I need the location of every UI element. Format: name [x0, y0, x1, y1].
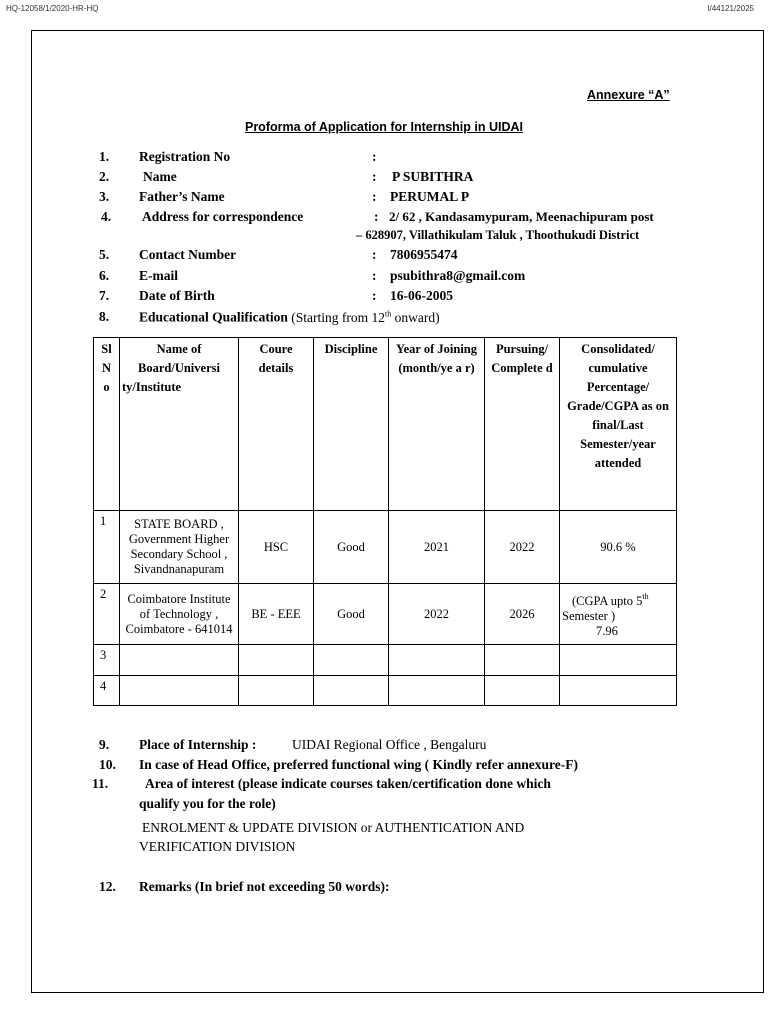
- field-colon: :: [372, 268, 377, 283]
- annexure-label: Annexure “A”: [587, 88, 670, 102]
- suffix-sup: th: [385, 309, 392, 318]
- education-label: Educational Qualification: [139, 309, 288, 325]
- field-number: 7.: [99, 288, 110, 303]
- row-score: [560, 676, 677, 706]
- row-discipline: Good: [314, 511, 389, 584]
- row-sl: 3: [94, 645, 120, 676]
- field-number: 2.: [99, 169, 110, 184]
- field-colon: :: [372, 288, 377, 303]
- row-pursuing: [485, 676, 560, 706]
- field-value-address-line2: – 628907, Villathikulam Taluk , Thoothukudi District: [356, 228, 640, 242]
- field-number: 1.: [99, 149, 110, 164]
- header-sl-no: Sl N o: [94, 338, 120, 511]
- field-colon: :: [372, 149, 377, 164]
- row-institute: Coimbatore Institute of Technology , Coimbatore - 641014: [120, 584, 239, 645]
- field-colon: :: [372, 189, 377, 204]
- row-year: 2021: [389, 511, 485, 584]
- field-label-area-line2: qualify you for the role): [139, 796, 276, 811]
- row-course: HSC: [239, 511, 314, 584]
- area-value-line2: VERIFICATION DIVISION: [139, 839, 296, 854]
- suffix-text: (Starting from 12: [287, 309, 386, 325]
- field-label-area-line1: Area of interest (please indicate courses taken/certification done which: [145, 776, 551, 791]
- header-course: Coure details: [239, 338, 314, 511]
- row-discipline: Good: [314, 584, 389, 645]
- table-row: [94, 584, 677, 645]
- field-colon: :: [372, 169, 377, 184]
- field-value-email: psubithra8@gmail.com: [390, 268, 526, 283]
- row-score: (CGPA upto 5th Semester ) 7.96: [560, 584, 677, 645]
- field-number: 11.: [92, 776, 109, 791]
- field-label-registration: Registration No: [139, 149, 231, 164]
- row-year: [389, 645, 485, 676]
- row-year: 2022: [389, 584, 485, 645]
- field-value-address-line1: 2/ 62 , Kandasamypuram, Meenachipuram post: [389, 209, 654, 224]
- row-course: [239, 676, 314, 706]
- field-label-contact: Contact Number: [139, 247, 237, 262]
- area-value-line1: ENROLMENT & UPDATE DIVISION or AUTHENTICATION AND: [142, 820, 525, 835]
- field-value-contact: 7806955474: [390, 247, 458, 262]
- field-label-name: Name: [143, 169, 177, 184]
- field-number: 6.: [99, 268, 110, 283]
- header-consolidated: Consolidated/ cumulative Percentage/ Grade/CGPA as on final/Last Semester/year attended: [560, 338, 677, 511]
- field-label-education: [139, 309, 440, 326]
- education-label-suffix: [288, 310, 440, 325]
- field-label-address: Address for correspondence: [142, 209, 304, 224]
- row-sl: 1: [94, 511, 120, 584]
- field-value-place: UIDAI Regional Office , Bengaluru: [292, 737, 487, 752]
- field-number: 4.: [101, 209, 112, 224]
- row-institute: [120, 676, 239, 706]
- row-pursuing: [485, 645, 560, 676]
- suffix-text: onward): [391, 309, 440, 325]
- header-reference-right: I/44121/2025: [707, 4, 754, 13]
- table-row: [94, 511, 677, 584]
- table-row: [94, 645, 677, 676]
- row-sl: 2: [94, 584, 120, 645]
- row-score: [560, 645, 677, 676]
- field-label-place: Place of Internship :: [139, 737, 257, 752]
- field-number: 3.: [99, 189, 110, 204]
- row-year: [389, 676, 485, 706]
- row-course: [239, 645, 314, 676]
- header-year: Year of Joining (month/ye a r): [389, 338, 485, 511]
- row-pursuing: 2026: [485, 584, 560, 645]
- row-sl: 4: [94, 676, 120, 706]
- row-institute: STATE BOARD , Government Higher Secondary School , Sivandnanapuram: [120, 511, 239, 584]
- field-number: 12.: [99, 879, 116, 894]
- header-reference-left: HQ-12058/1/2020-HR-HQ: [6, 4, 99, 13]
- row-discipline: [314, 645, 389, 676]
- field-value-name: P SUBITHRA: [392, 169, 474, 184]
- row-course: BE - EEE: [239, 584, 314, 645]
- field-number: 9.: [99, 737, 110, 752]
- table-row: [94, 676, 677, 706]
- table-header-row: [94, 338, 677, 511]
- row-score: 90.6 %: [560, 511, 677, 584]
- field-label-email: E-mail: [139, 268, 178, 283]
- row-pursuing: 2022: [485, 511, 560, 584]
- field-label-father-name: Father’s Name: [139, 189, 225, 204]
- row-discipline: [314, 676, 389, 706]
- header-discipline: Discipline: [314, 338, 389, 511]
- field-label-head-office: In case of Head Office, preferred functional wing ( Kindly refer annexure-F): [139, 757, 578, 772]
- header-institute: Name of Board/Universi ty/Institute: [120, 338, 239, 511]
- field-colon: :: [374, 209, 379, 224]
- field-value-area: [139, 818, 642, 856]
- field-value-dob: 16-06-2005: [390, 288, 453, 303]
- education-table: [93, 337, 677, 706]
- field-colon: :: [372, 247, 377, 262]
- field-number: 8.: [99, 309, 110, 324]
- field-label-dob: Date of Birth: [139, 288, 215, 303]
- field-label-remarks: Remarks (In brief not exceeding 50 words):: [139, 879, 390, 894]
- field-value-father-name: PERUMAL P: [390, 189, 470, 204]
- field-number: 10.: [99, 757, 116, 772]
- row-institute: [120, 645, 239, 676]
- field-number: 5.: [99, 247, 110, 262]
- page-title: Proforma of Application for Internship in UIDAI: [244, 120, 523, 134]
- header-pursuing: Pursuing/ Complete d: [485, 338, 560, 511]
